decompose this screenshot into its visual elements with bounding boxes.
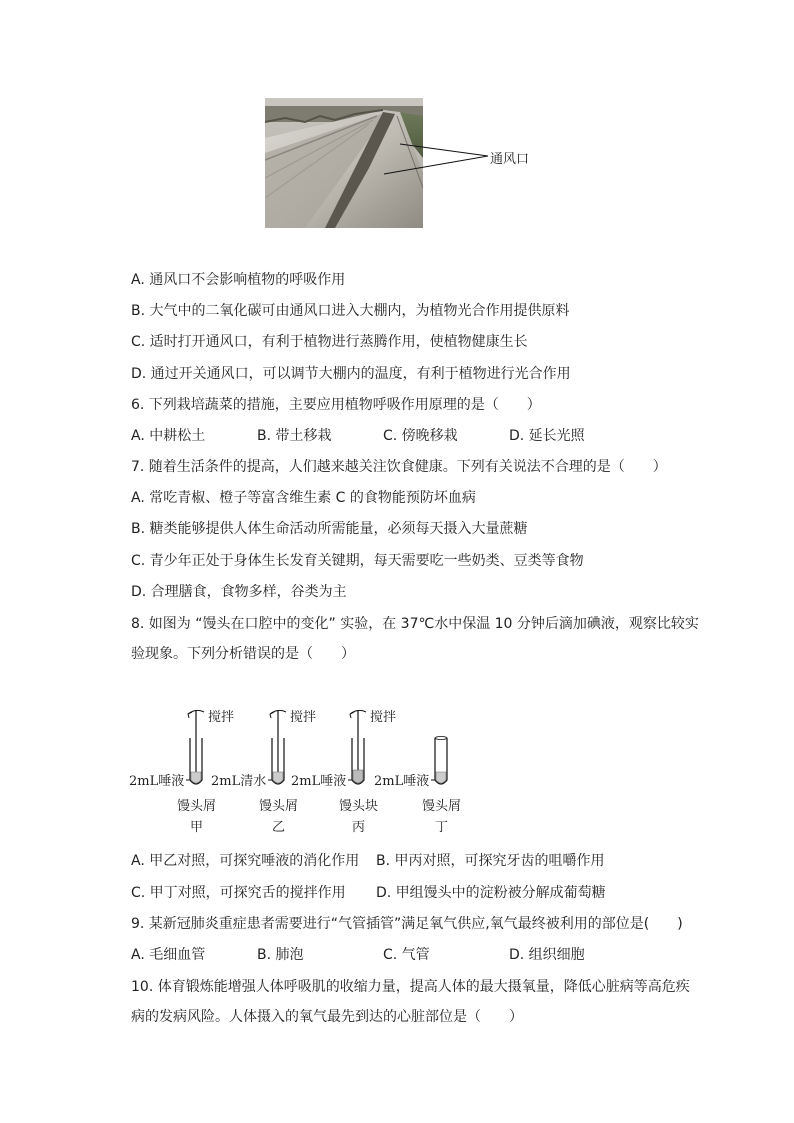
stir-label-jia: 搅拌: [208, 710, 235, 725]
q8-option-d: D. 甲组馒头中的淀粉被分解成葡萄糖: [376, 885, 606, 901]
food-label-ding: 馒头屑: [422, 799, 462, 814]
q9-option-b: B. 肺泡: [257, 947, 304, 963]
q5-option-a: A. 通风口不会影响植物的呼吸作用: [131, 272, 346, 288]
q6-option-b: B. 带土移栽: [257, 428, 332, 444]
tube-tag-jia: 甲: [190, 820, 204, 835]
q8-stem-line1: 8. 如图为 “馒头在口腔中的变化” 实验，在 37℃水中保温 10 分钟后滴加碘液，观察比较实: [131, 616, 699, 632]
q10-stem-line1: 10. 体育锻炼能增强人体呼吸肌的收缩力量，提高人体的最大摄氧量，降低心脏病等高危疾: [131, 979, 690, 995]
q7-option-c: C. 青少年正处于身体生长发育关键期，每天需要吃一些奶类、豆类等食物: [131, 553, 584, 569]
q6-option-a: A. 中耕松土: [131, 428, 206, 444]
liquid-label-yi: 2mL清水: [211, 774, 267, 789]
q10-stem-line2: 病的发病风险。人体摄入的氧气最先到达的心脏部位是（ ）: [131, 1009, 523, 1025]
q5-option-d: D. 通过开关通风口，可以调节大棚内的温度，有利于植物进行光合作用: [131, 366, 571, 382]
tube-tag-yi: 乙: [272, 820, 286, 835]
q8-experiment-figure: [126, 706, 486, 840]
q6-stem: 6. 下列栽培蔬菜的措施，主要应用植物呼吸作用原理的是（ ）: [131, 397, 541, 413]
vent-callout-label: 通风口: [490, 152, 530, 167]
q7-stem: 7. 随着生活条件的提高，人们越来越关注饮食健康。下列有关说法不合理的是（ ）: [131, 459, 667, 475]
tube-ding: [374, 737, 461, 836]
q5-option-c: C. 适时打开通风口，有利于植物进行蒸腾作用，使植物健康生长: [131, 334, 528, 350]
q9-option-c: C. 气管: [383, 947, 430, 963]
tube-yi: [211, 709, 316, 835]
q8-option-a: A. 甲乙对照，可探究唾液的消化作用: [131, 853, 360, 869]
tube-tag-bing: 丙: [352, 820, 366, 835]
q7-option-b: B. 糖类能够提供人体生命活动所需能量，必须每天摄入大量蔗糖: [131, 521, 528, 537]
food-label-jia: 馒头屑: [177, 799, 217, 814]
q6-option-d: D. 延长光照: [509, 428, 585, 444]
tube-bing: [291, 709, 396, 835]
q7-option-d: D. 合理膳食，食物多样，谷类为主: [131, 584, 347, 600]
tube-tag-ding: 丁: [435, 820, 449, 835]
food-label-bing: 馒头块: [339, 799, 379, 814]
q8-option-c: C. 甲丁对照，可探究舌的搅拌作用: [131, 885, 346, 901]
liquid-label-jia: 2mL唾液: [129, 774, 185, 789]
q9-option-a: A. 毛细血管: [131, 947, 206, 963]
tube-jia: [129, 709, 234, 835]
q9-option-d: D. 组织细胞: [509, 947, 585, 963]
q8-option-b: B. 甲丙对照，可探究牙齿的咀嚼作用: [376, 853, 605, 869]
callout-lines: [380, 140, 492, 180]
food-label-yi: 馒头屑: [259, 799, 299, 814]
liquid-label-bing: 2mL唾液: [291, 774, 347, 789]
q6-option-c: C. 傍晚移栽: [383, 428, 458, 444]
stir-label-bing: 搅拌: [370, 710, 397, 725]
q9-stem: 9. 某新冠肺炎重症患者需要进行“气管插管”满足氧气供应,氧气最终被利用的部位是( ): [131, 916, 683, 932]
liquid-label-ding: 2mL唾液: [374, 774, 430, 789]
q5-option-b: B. 大气中的二氧化碳可由通风口进入大棚内，为植物光合作用提供原料: [131, 303, 570, 319]
q7-option-a: A. 常吃青椒、橙子等富含维生素 C 的食物能预防坏血病: [131, 490, 476, 506]
stir-label-yi: 搅拌: [290, 710, 317, 725]
q8-stem-line2: 验现象。下列分析错误的是（ ）: [131, 646, 355, 662]
